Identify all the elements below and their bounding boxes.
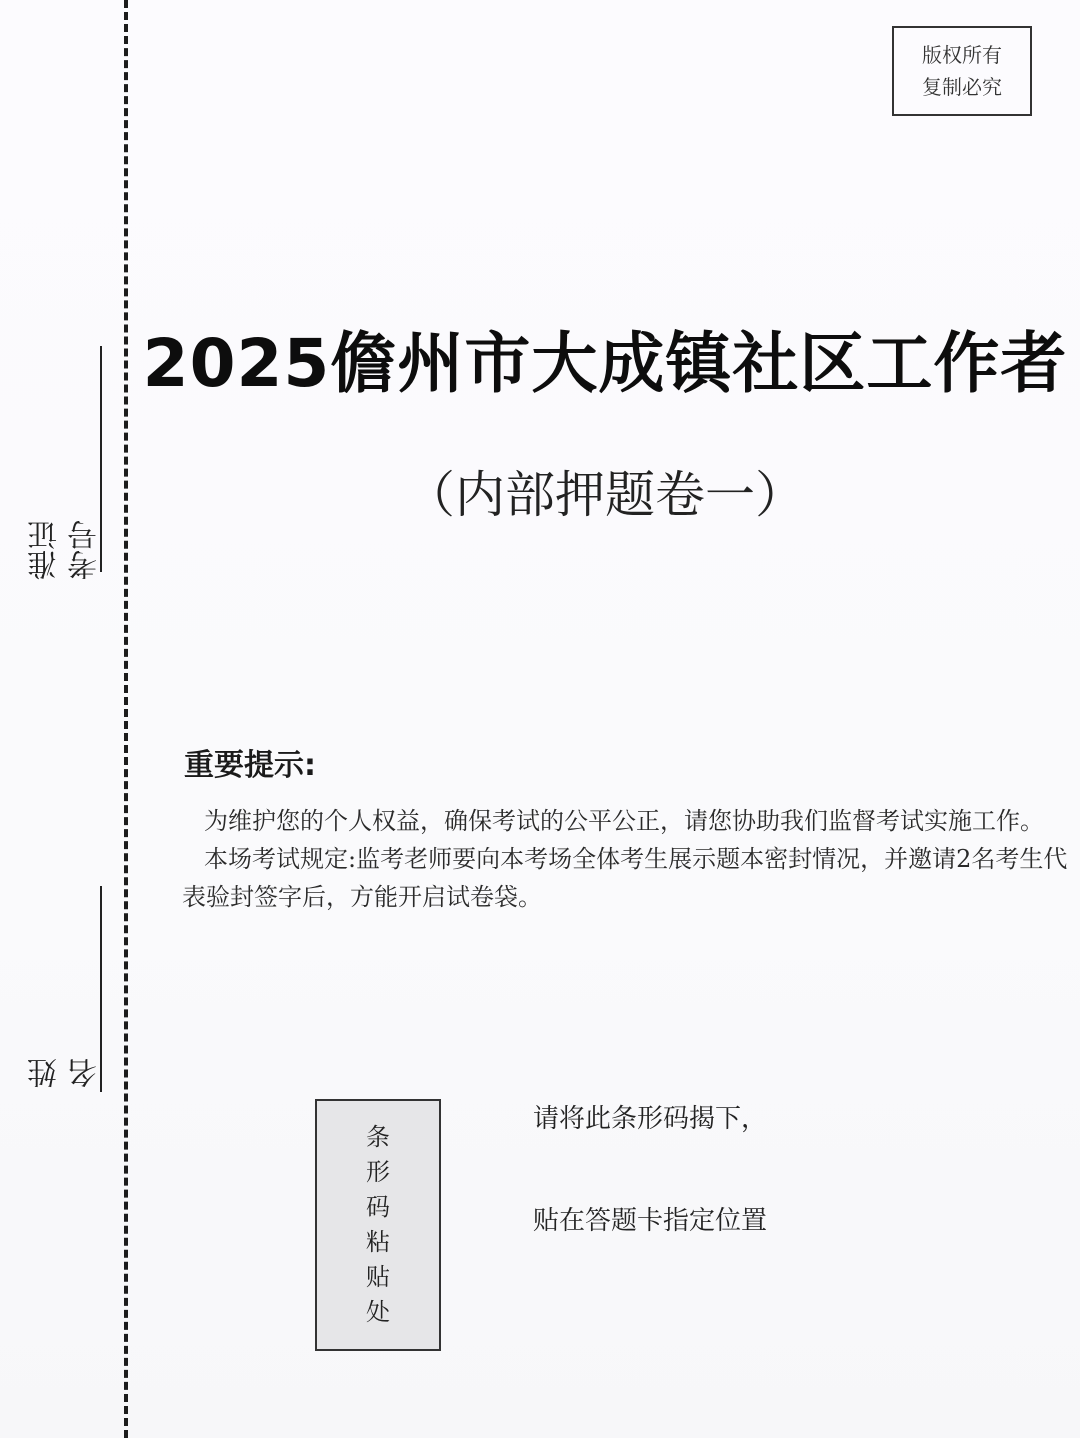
copyright-line-1: 版权所有 — [922, 43, 1002, 67]
barcode-char: 处 — [366, 1298, 390, 1326]
barcode-char: 粘 — [366, 1228, 390, 1256]
exam-number-underline — [100, 346, 102, 572]
barcode-char: 条 — [366, 1123, 390, 1151]
barcode-char: 码 — [366, 1193, 390, 1221]
barcode-instruction-line-1: 请将此条形码揭下， — [533, 1104, 768, 1134]
binding-dashed-line — [124, 0, 128, 1438]
notice-paragraph-1: 为维护您的个人权益，确保考试的公平公正，请您协助我们监督考试实施工作。 — [204, 807, 1044, 835]
name-label: 姓 名 — [28, 1058, 103, 1088]
name-underline — [100, 886, 102, 1092]
page-title: 2025儋州市大成镇社区工作者 — [142, 325, 1068, 402]
barcode-char: 贴 — [366, 1263, 390, 1291]
notice-body — [182, 802, 1072, 916]
copyright-notice-box — [892, 26, 1032, 116]
copyright-line-2: 复制必究 — [922, 75, 1002, 99]
exam-number-label: 准证 考号 — [28, 520, 103, 580]
barcode-char: 形 — [366, 1158, 390, 1186]
notice-paragraph-2: 本场考试规定:监考老师要向本考场全体考生展示题本密封情况，并邀请2名考生代表验封签字后，方能开启试卷袋。 — [182, 845, 1068, 911]
notice-heading: 重要提示: — [184, 748, 316, 783]
barcode-sticker-area — [315, 1099, 441, 1351]
barcode-instruction-line-2: 贴在答题卡指定位置 — [533, 1206, 768, 1236]
page-subtitle: （内部押题卷一） — [405, 466, 805, 524]
